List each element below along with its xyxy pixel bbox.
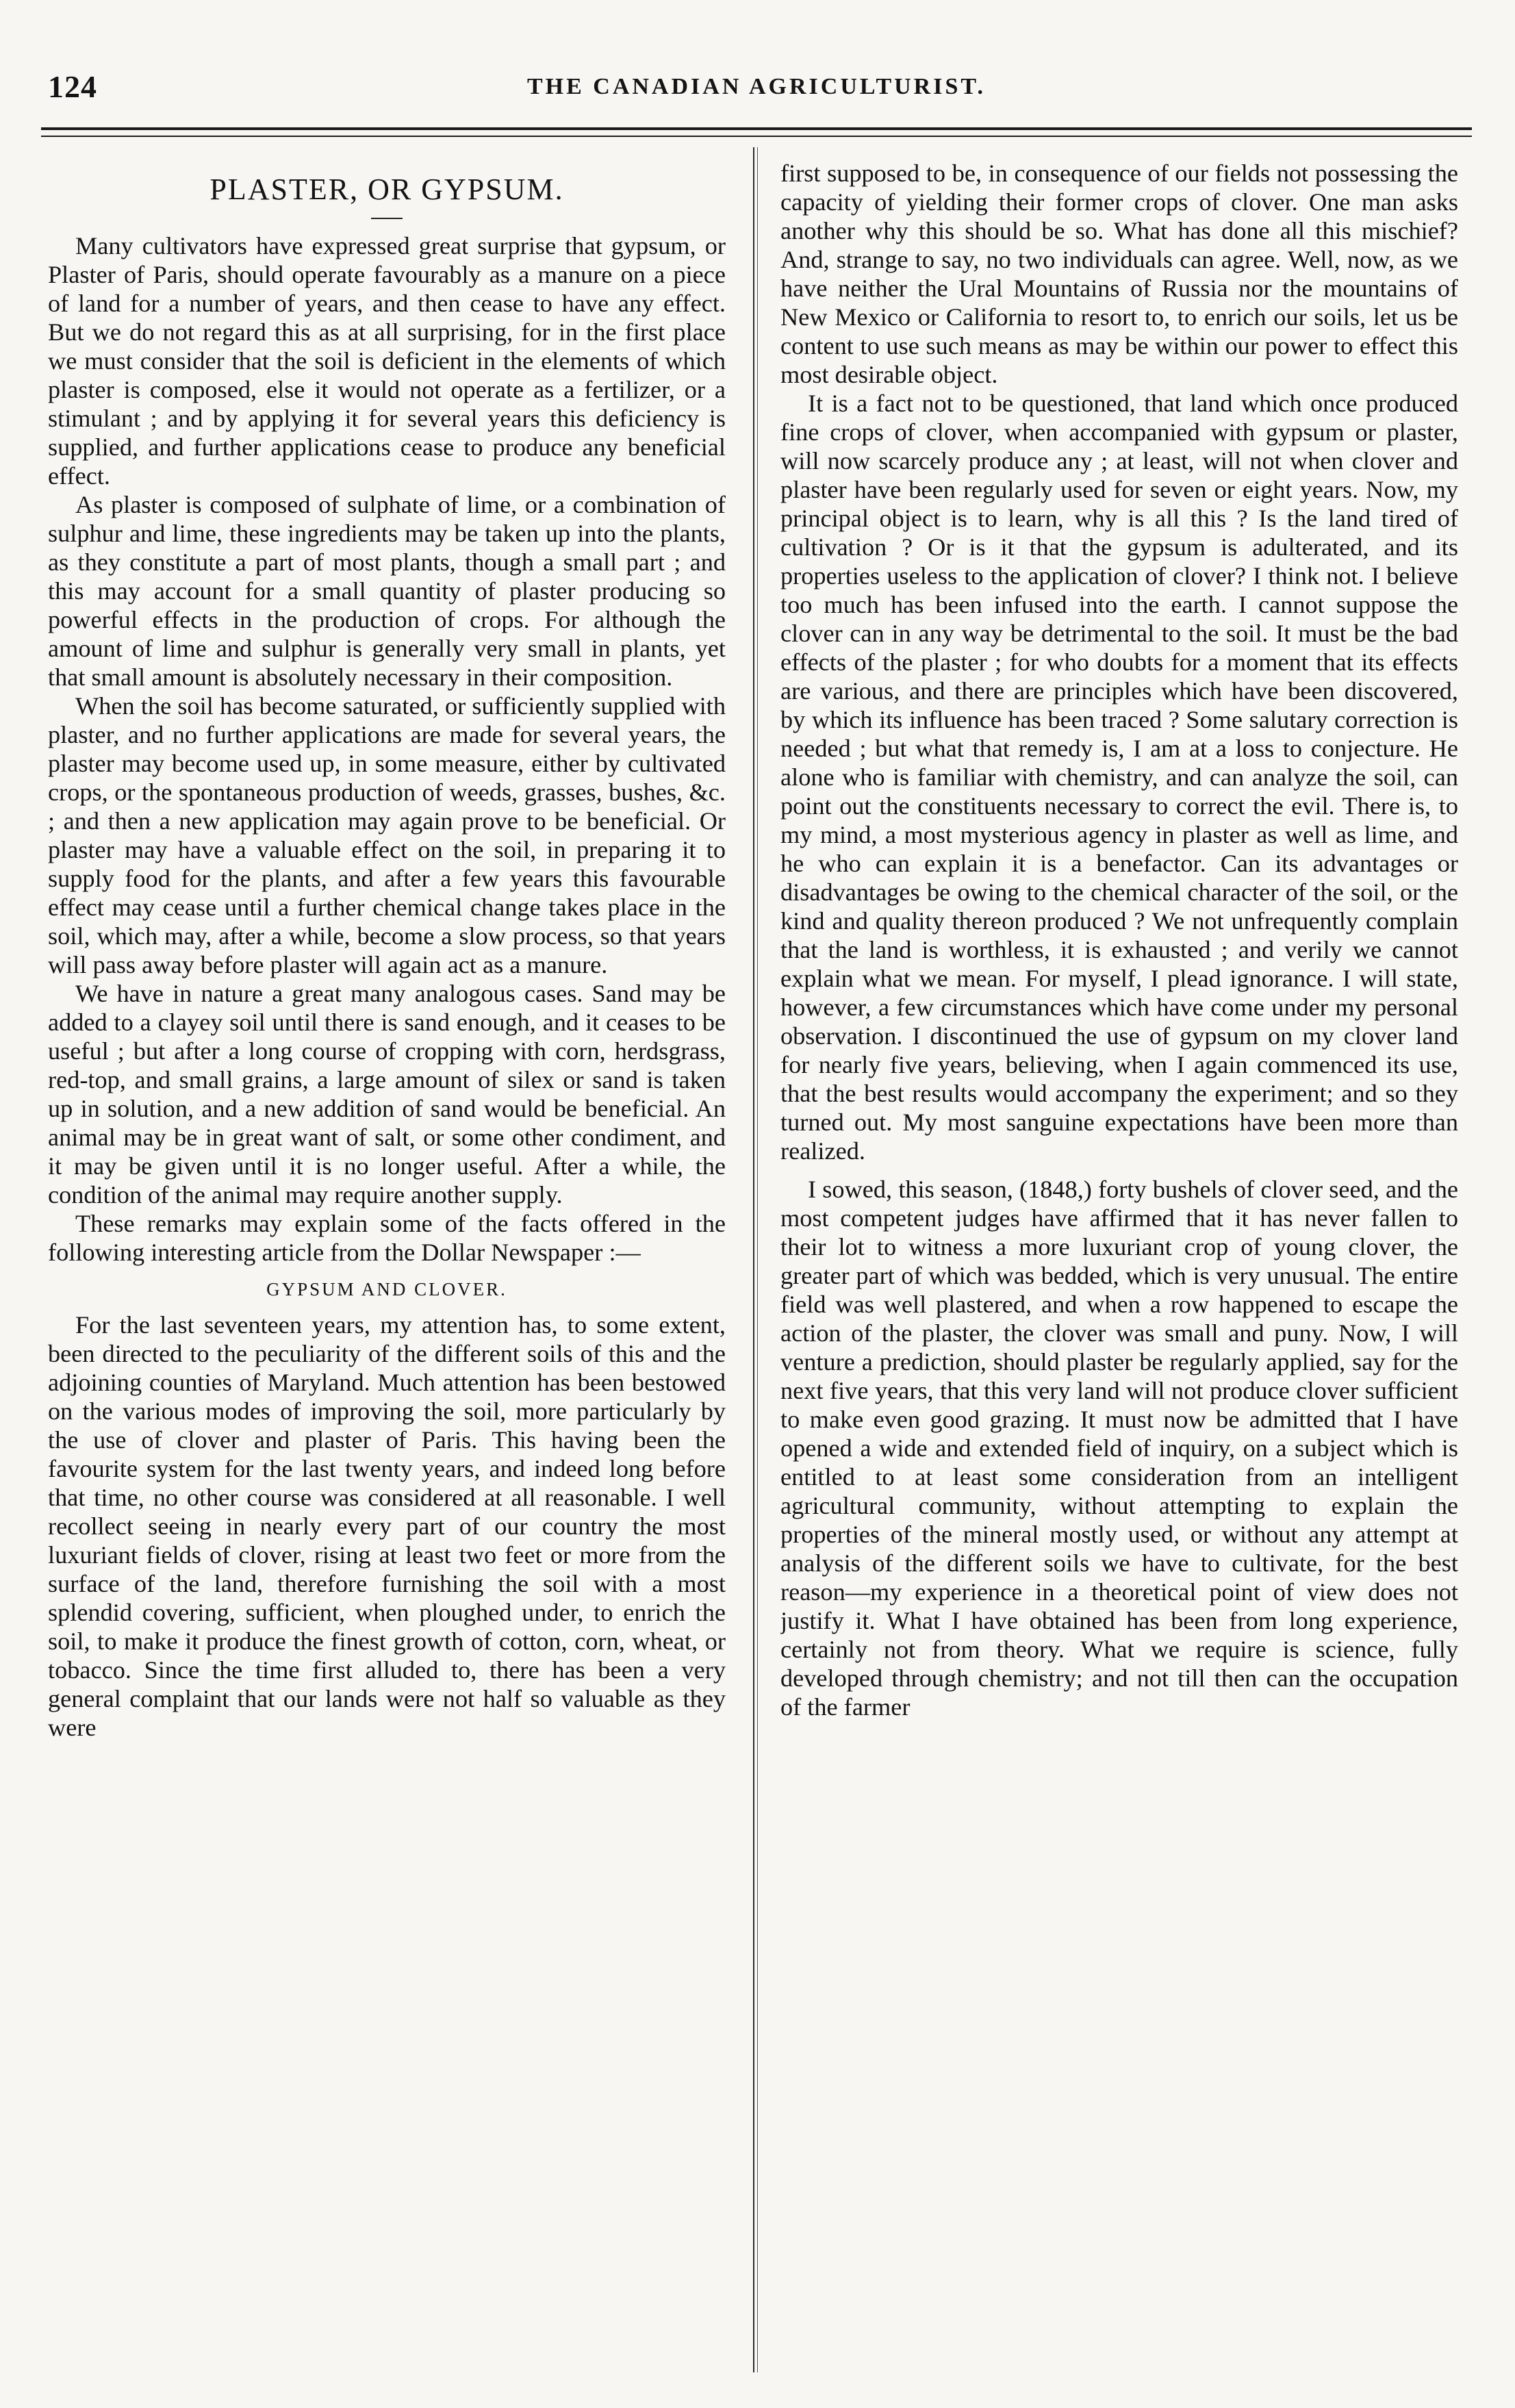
subarticle-heading: GYPSUM AND CLOVER. bbox=[266, 1279, 507, 1300]
subarticle-paragraph-continued: first supposed to be, in consequence of our fields not possessing the capacity of yielding their former crops of clover. One man asks another why this should be so. What has done all this mischief? And, strange to say, no two individuals can agree. Well, now, as we have neither the Ural Mountains of Russia nor the mountains of New Mexico or California to resort to, to enrich our soils, let us be content to use such means as may be within our power to effect this most desirable object. bbox=[780, 160, 1458, 388]
running-head bbox=[41, 68, 1472, 116]
subarticle-paragraph-part: For the last seventeen years, my attention has, to some extent, been directed to the peculiarity of the different soils of this and the adjoining counties of Maryland. Much attention has been bestowed on the various modes of improving the soil, more particularly by the use of clover and plaster of Paris. This having been the favourite system for the last twenty years, and indeed long before that time, no other course was considered at all reasonable. I well recollect seeing in nearly every part of our country the most luxuriant fields of clover, rising at least two feet or more from the surface of the land, therefore furnishing the soil with a most splendid covering, sufficient, when ploughed under, to enrich the soil, to make it produce the finest growth of cotton, corn, wheat, or tobacco. Since the time first alluded to, there has been a very general complaint that our lands were not half so valuable as they were bbox=[48, 1311, 726, 1741]
header-rule-thin bbox=[41, 136, 1472, 137]
subarticle-paragraph: It is a fact not to be questioned, that land which once produced fine crops of clover, when accompanied with gypsum or plaster, will now scarcely produce any ; at least, will not when clover and plaster have been regularly used for seven or eight years. Now, my principal object is to learn, why is all this ? Is the land tired of cultivation ? Or is it that the gypsum is adulterated, and its properties useless to the application of clover? I think not. I believe too much has been infused into the earth. I cannot suppose the clover can in any way be detrimental to the soil. It must be the bad effects of the plaster ; for who doubts for a moment that its effects are various, and there are principles which have been discovered, by which its influence has been traced ? Some salutary correction is needed ; but what that remedy is, I am at a loss to conjecture. He alone who is familiar with chemistry, and can analyze the soil, can point out the constituents necessary to correct the evil. There is, to my mind, a most mysterious agency in plaster as well as lime, and he who can explain it is a benefactor. Can its advantages or disadvantages be owing to the chemical character of the soil, or the kind and quality thereon produced ? We not unfrequently complain that the land is worthless, it is exhausted ; and verily we cannot explain what we mean. For myself, I plead ignorance. I will state, however, a few circumstances which have come under my personal observation. I discontinued the use of gypsum on my clover land for nearly five years, believing, when I again commenced its use, that the best results would accompany the experiment; and so they turned out. My most sanguine expectations have been more than realized. bbox=[780, 390, 1458, 1165]
page-number: 124 bbox=[48, 69, 97, 104]
article-paragraph: Many cultivators have expressed great surprise that gypsum, or Plaster of Paris, should operate favourably as a manure on a piece of land for a number of years, and then cease to have any effect. But we do not regard this as at all surprising, for in the first place we must consider that the soil is deficient in the elements of which plaster is composed, else it would not operate as a fertilizer, or a stimulant ; and by applying it for several years this deficiency is supplied, and further applications cease to produce any beneficial effect. bbox=[48, 232, 726, 490]
header-rule-thick bbox=[41, 127, 1472, 130]
journal-title: THE CANADIAN AGRICULTURIST. bbox=[526, 74, 986, 99]
title-dash bbox=[371, 218, 403, 219]
article-paragraph: We have in nature a great many analogous cases. Sand may be added to a clayey soil until there is sand enough, and it ceases to be useful ; but after a long course of cropping with corn, herdsgrass, red-top, and small grains, a large amount of silex or sand is taken up in solution, and a new addition of sand would be beneficial. An animal may be in great want of salt, or some other condiment, and it may be given until it is no longer useful. After a while, the condition of the animal may require another supply. bbox=[48, 980, 726, 1208]
article-paragraph: When the soil has become saturated, or sufficiently supplied with plaster, and no further applications are made for several years, the plaster may become used up, in some measure, either by cultivated crops, or the spontaneous production of weeds, grasses, bushes, &c. ; and then a new application may again prove to be beneficial. Or plaster may have a valuable effect on the soil, in preparing it to supply food for the plants, and after a few years this favourable effect may cease until a further chemical change takes place in the soil, which may, after a while, become a slow process, so that years will pass away before plaster will again act as a manure. bbox=[48, 692, 726, 978]
article-paragraph: As plaster is composed of sulphate of lime, or a combination of sulphur and lime, these ingredients may be taken up into the plants, as they constitute a part of most plants, though a small part ; and this may account for a small quantity of plaster producing so powerful effects in the production of crops. For although the amount of lime and sulphur is generally very small in plants, yet that small amount is absolutely necessary in their composition. bbox=[48, 491, 726, 691]
subarticle-paragraph: I sowed, this season, (1848,) forty bushels of clover seed, and the most competent judges have affirmed that it has never fallen to their lot to witness a more luxuriant crop of young clover, the greater part of which was bedded, which is very unusual. The entire field was well plastered, and when a row happened to escape the action of the plaster, the clover was small and puny. Now, I will venture a prediction, should plaster be regularly applied, say for the next five years, that this very land will not produce clover sufficient to make even good grazing. It must now be admitted that I have opened a wide and extended field of inquiry, on a subject which is entitled to at least some consideration from an intelligent agricultural community, without attempting to explain the properties of the mineral mostly used, or without any attempt at analysis of the different soils we have to cultivate, for the best reason—my experience in a theoretical point of view does not justify it. What I have obtained has been from long experience, certainly not from theory. What we require is science, fully developed through chemistry; and not till then can the occupation of the farmer bbox=[780, 1176, 1458, 1721]
newspaper-page bbox=[41, 0, 1472, 2408]
right-column bbox=[780, 159, 1458, 2370]
column-divider bbox=[753, 147, 754, 2372]
article-title: PLASTER, OR GYPSUM. bbox=[209, 173, 564, 206]
left-column bbox=[48, 159, 726, 2370]
column-divider-inner bbox=[757, 147, 758, 2372]
article-paragraph: These remarks may explain some of the facts offered in the following interesting article from the Dollar Newspaper :— bbox=[48, 1210, 726, 1266]
